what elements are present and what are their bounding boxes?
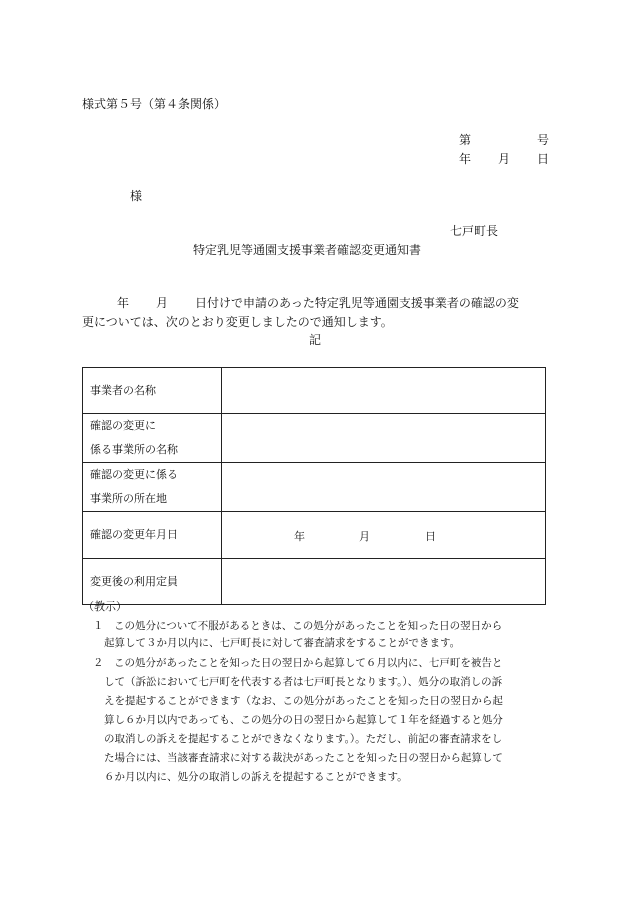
label-line: 事業所の所在地: [90, 492, 167, 505]
table-row: [83, 559, 546, 605]
table-label: [83, 414, 222, 463]
change-date-cell: [222, 512, 546, 559]
body-text-line1: 日付けで申請のあった特定乳児等通園支援事業者の確認の変: [195, 296, 519, 310]
header-date-month: 月: [498, 152, 511, 166]
notice-line: １ この処分について不服があるときは、この処分があったことを知った日の翌日から: [93, 620, 503, 632]
label-line: 事業者の名称: [90, 383, 156, 397]
table-label: [83, 368, 222, 414]
capacity-cell: [222, 559, 546, 605]
table-row: [83, 512, 546, 559]
ki-mark: 記: [309, 333, 322, 347]
label-line: 係る事業所の名称: [90, 443, 178, 456]
header-date-year: 年: [459, 152, 472, 166]
label-line: 確認の変更に: [90, 419, 156, 432]
change-date-year: 年: [294, 530, 305, 543]
details-table: [82, 367, 546, 605]
notice-line: して（訴訟において七戸町を代表する者は七戸町長となります。）、処分の取消しの訴: [104, 676, 503, 688]
notice-line: えを提起することができます（なお、この処分があったことを知った日の翌日から起: [104, 695, 503, 707]
notice-line: ６か月以内に、処分の取消しの訴えを提起することができます。: [104, 771, 408, 783]
recipient-suffix: 様: [130, 189, 143, 203]
company-name-cell: [222, 368, 546, 414]
notice-line: た場合には、当該審査請求に対する裁決があったことを知った日の翌日から起算して: [104, 752, 503, 764]
body-text-line2: 更については、次のとおり変更しましたので通知します。: [82, 315, 393, 329]
table-row: [83, 368, 546, 414]
office-address-cell: [222, 463, 546, 512]
table-row: [83, 463, 546, 512]
document-title: 特定乳児等通園支援事業者確認変更通知書: [193, 243, 422, 257]
sender-name: 七戸町長: [450, 224, 499, 238]
label-line: 変更後の利用定員: [90, 574, 178, 588]
change-date-day: 日: [425, 530, 436, 543]
change-date-month: 月: [359, 530, 370, 543]
notice-line: 算し６か月以内であっても、この処分の日の翌日から起算して１年を経過すると処分: [104, 714, 503, 726]
notice-line: 起算して３か月以内に、七戸町長に対して審査請求をすることができます。: [104, 637, 461, 649]
table-row: [83, 414, 546, 463]
body-month: 月: [156, 296, 169, 310]
table-label: [83, 512, 222, 559]
table-label: [83, 463, 222, 512]
office-name-cell: [222, 414, 546, 463]
body-year: 年: [117, 296, 130, 310]
notice-heading: （教示）: [83, 600, 127, 613]
label-line: 確認の変更に係る: [90, 468, 178, 481]
form-label: 様式第５号（第４条関係）: [82, 97, 227, 111]
doc-number-suffix: 号: [537, 133, 550, 147]
change-date-row: [222, 512, 545, 558]
header-date-day: 日: [537, 152, 550, 166]
doc-number-prefix: 第: [459, 133, 472, 147]
label-line: 確認の変更年月日: [90, 528, 178, 541]
notice-line: の取消しの訴えを提起することができなくなります。）。ただし、前記の審査請求をし: [104, 733, 503, 745]
table-label: [83, 559, 222, 605]
notice-line: ２ この処分があったことを知った日の翌日から起算して６月以内に、七戸町を被告と: [93, 657, 503, 669]
